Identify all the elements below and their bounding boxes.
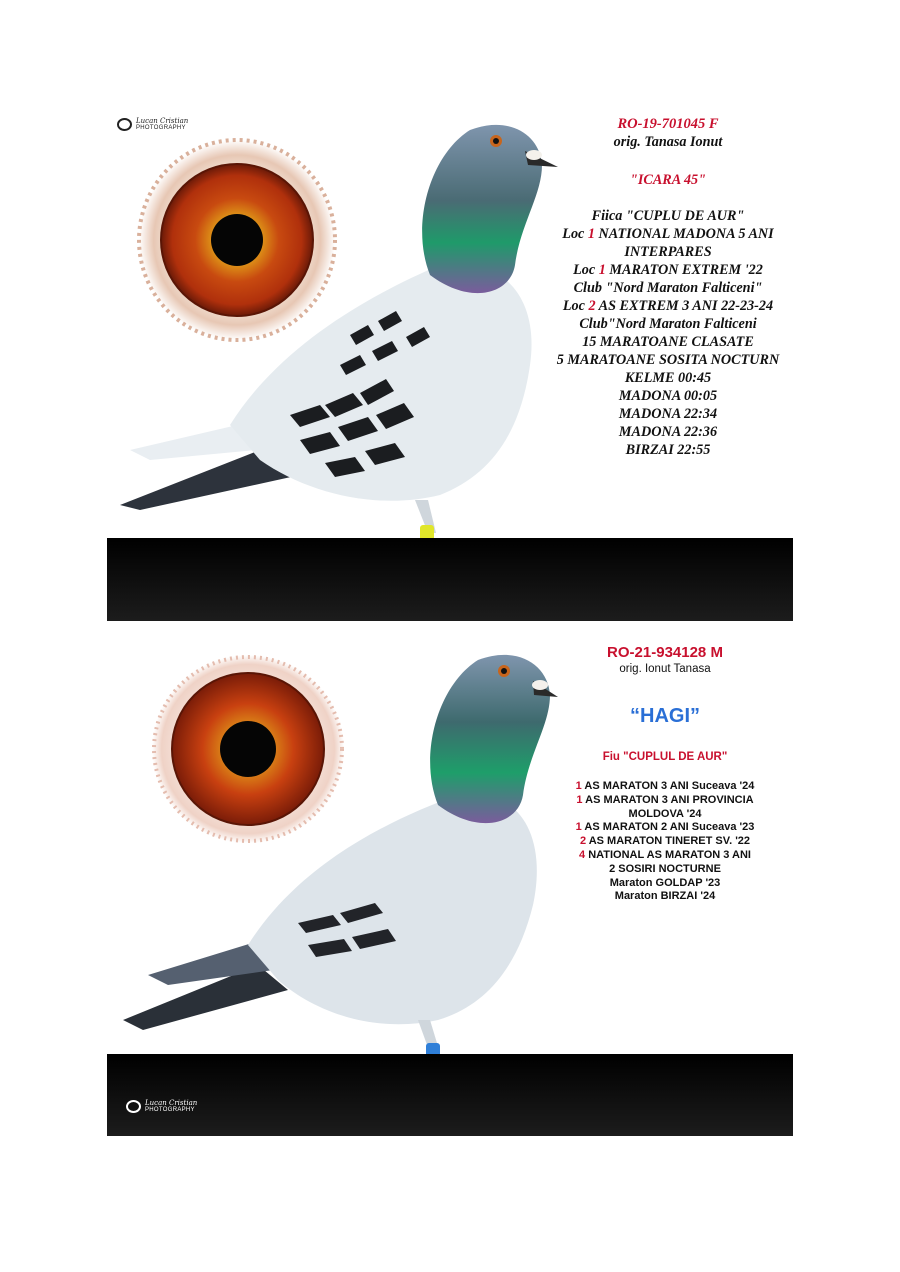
achievement-text: MADONA 22:36: [618, 424, 718, 440]
pigeon-image: [110, 115, 570, 585]
achievement-line: [548, 423, 788, 441]
achievement-line: [548, 369, 788, 387]
logo-name: Lucan Cristian: [145, 1099, 198, 1107]
achievement-place: 1: [587, 226, 595, 242]
achievement-line: [548, 333, 788, 351]
achievement-text: Maraton BIRZAI '24: [614, 890, 716, 903]
achievement-line: [548, 261, 788, 279]
achievement-text: Fiica "CUPLU DE AUR": [591, 208, 745, 224]
origin: orig. Ionut Tanasa: [619, 663, 711, 675]
top-pigeon-card: [0, 0, 900, 630]
achievement-text: KELME 00:45: [624, 370, 712, 386]
logo-subtitle: PHOTOGRAPHY: [136, 125, 186, 131]
pigeon-name: "ICARA 45": [629, 172, 707, 188]
achievement-line: [548, 387, 788, 405]
achievement-text: MADONA 00:05: [618, 388, 718, 404]
achievement-line: [548, 351, 788, 369]
achievement-line: [548, 405, 788, 423]
achievement-place: 1: [598, 262, 606, 278]
achievement-prefix: Loc: [562, 226, 588, 242]
bottom-pigeon-card: [0, 630, 900, 1150]
achievement-line: [540, 863, 790, 877]
achievement-text: 15 MARATOANE CLASATE: [582, 334, 754, 350]
achievement-text: INTERPARES: [624, 244, 712, 260]
camera-logo-icon: [126, 1100, 141, 1113]
achievement-text: AS MARATON 3 ANI Suceava '24: [581, 780, 755, 792]
achievement-text: Maraton GOLDAP '23: [609, 876, 721, 889]
achievement-place: 1: [576, 793, 583, 806]
achievement-line: [540, 877, 790, 891]
logo-subtitle: PHOTOGRAPHY: [145, 1107, 195, 1113]
achievement-text: MOLDOVA '24: [628, 807, 702, 820]
achievement-line: [540, 808, 790, 822]
achievement-line: [548, 315, 788, 333]
black-stand-bar: [107, 1054, 793, 1136]
achievements-list: [540, 780, 790, 904]
achievement-text: MADONA 22:34: [618, 406, 718, 422]
achievement-text: AS MARATON 3 ANI PROVINCIA: [582, 793, 754, 806]
origin: orig. Tanasa Ionut: [613, 134, 723, 150]
pigeon-image: [118, 645, 568, 1090]
achievement-text: NATIONAL AS MARATON 3 ANI: [585, 848, 751, 861]
achievement-text: Club"Nord Maraton Falticeni: [579, 316, 757, 332]
black-stand-bar: [107, 538, 793, 621]
ring-code: RO-19-701045 F: [617, 116, 719, 132]
achievement-text: AS EXTREM 3 ANI 22-23-24: [595, 298, 774, 314]
logo-name: Lucan Cristian: [136, 117, 189, 125]
achievement-line: [548, 243, 788, 261]
achievement-text: AS MARATON TINERET SV. '22: [586, 835, 751, 848]
achievement-line: [548, 279, 788, 297]
ring-code: RO-21-934128 M: [607, 644, 723, 661]
top-pedigree-text: [548, 115, 788, 459]
achievement-line: [540, 849, 790, 863]
achievement-line: [540, 835, 790, 849]
achievement-place: 2: [588, 298, 596, 314]
achievement-line: [548, 441, 788, 459]
achievements-list: [548, 207, 788, 459]
achievement-place: 1: [575, 780, 582, 792]
achievement-place: 2: [579, 835, 587, 848]
achievement-line: [540, 890, 790, 904]
pigeon-name: “HAGI”: [630, 705, 700, 727]
achievement-place: 4: [579, 848, 586, 861]
achievement-line: [548, 225, 788, 243]
achievement-line: [548, 297, 788, 315]
achievement-text: BIRZAI 22:55: [625, 442, 711, 458]
achievement-text: 2 SOSIRI NOCTURNE: [609, 862, 721, 875]
achievement-line: [540, 780, 790, 794]
achievement-line: [548, 207, 788, 225]
achievement-place: 1: [575, 821, 582, 834]
achievement-prefix: Loc: [562, 298, 589, 314]
achievement-prefix: Loc: [573, 262, 599, 278]
pigeon-subtitle: Fiu "CUPLUL DE AUR": [602, 751, 728, 763]
achievement-text: MARATON EXTREM '22: [605, 262, 763, 278]
achievement-text: NATIONAL MADONA 5 ANI: [595, 226, 774, 242]
achievement-line: [540, 794, 790, 808]
achievement-line: [540, 821, 790, 835]
bottom-pedigree-text: [540, 644, 790, 904]
achievement-text: Club "Nord Maraton Falticeni": [573, 280, 763, 296]
achievement-text: 5 MARATOANE SOSITA NOCTURN: [556, 352, 780, 368]
achievement-text: AS MARATON 2 ANI Suceava '23: [581, 821, 755, 834]
